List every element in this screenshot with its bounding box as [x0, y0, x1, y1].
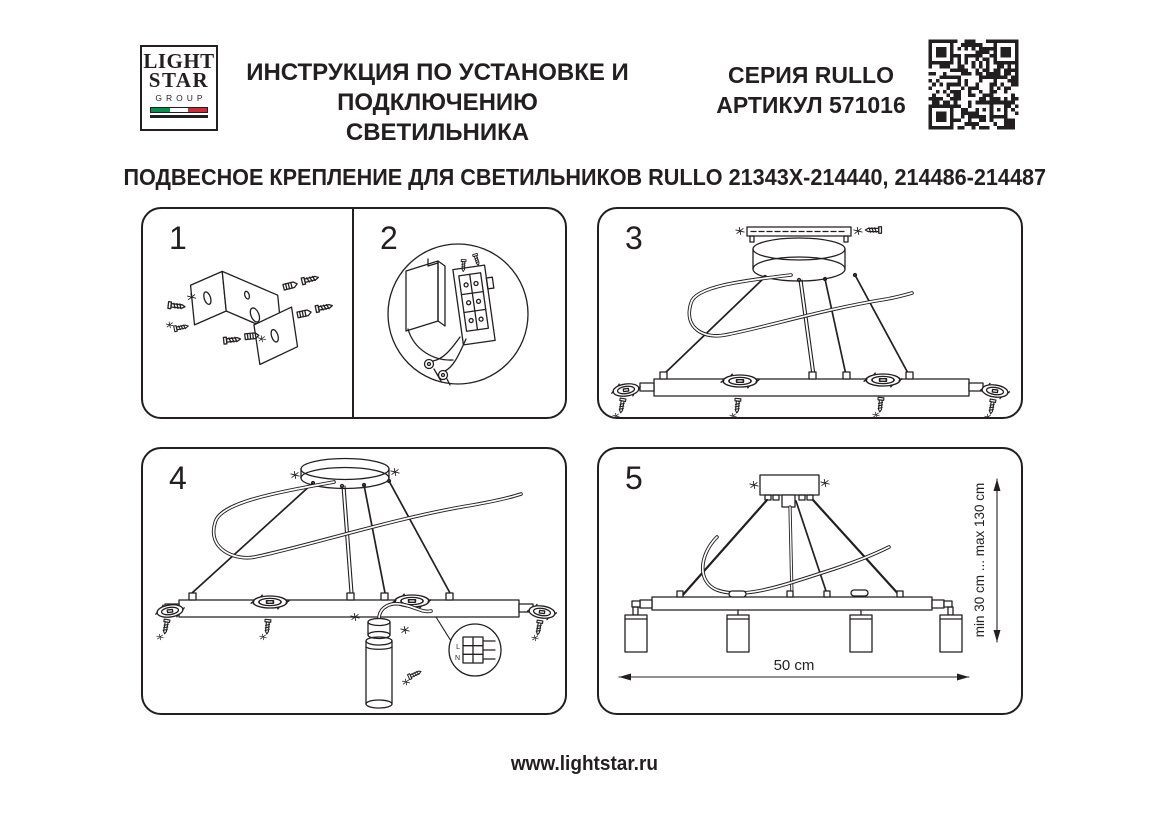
step-number: 4	[169, 460, 187, 496]
panel-step-3	[597, 207, 1023, 419]
suspension-assembly-diagram	[599, 209, 1021, 417]
panel-steps-1-2	[141, 207, 567, 419]
qr-code-icon	[925, 36, 1022, 133]
logo-word-light: LIGHT	[143, 49, 215, 73]
step-number: 5	[625, 460, 643, 496]
article-number: АРТИКУЛ 571016	[716, 92, 906, 118]
width-dimension-label: 50 cm	[773, 657, 815, 674]
logo-underline	[150, 115, 208, 118]
footer-website: www.lightstar.ru	[510, 753, 659, 775]
title-line-1: ИНСТРУКЦИЯ ПО УСТАНОВКЕ И	[246, 59, 629, 86]
height-dimension-label: min 30 cm ... max 130 cm	[972, 482, 987, 638]
series-label: СЕРИЯ RULLO	[728, 62, 894, 88]
step-number: 1	[169, 220, 187, 256]
logo-word-group: GROUP	[155, 93, 207, 103]
final-assembly-dimensions-diagram	[599, 449, 1021, 713]
lightstar-logo	[140, 45, 218, 131]
panel-step-2	[354, 209, 565, 417]
logo-word-star: STAR	[148, 68, 210, 92]
footer	[0, 753, 1169, 776]
terminal-label-n: N	[454, 655, 460, 662]
step-number: 2	[380, 220, 398, 256]
wiring-detail-diagram	[354, 209, 565, 417]
mounting-bracket-diagram	[143, 209, 352, 417]
page-title	[245, 58, 630, 148]
product-identity	[696, 60, 926, 120]
title-line-2: ПОДКЛЮЧЕНИЮ СВЕТИЛЬНИКА	[337, 89, 538, 146]
panel-step-1	[143, 209, 354, 417]
panel-step-4	[141, 447, 567, 715]
shade-connection-diagram	[143, 449, 565, 713]
step-number: 3	[625, 220, 643, 256]
subtitle: ПОДВЕСНОЕ КРЕПЛЕНИЕ ДЛЯ СВЕТИЛЬНИКОВ RULLO 21343X-214440, 214486-214487	[123, 164, 1046, 190]
italian-flag-icon	[150, 107, 208, 113]
terminal-label-l: L	[456, 644, 460, 651]
panel-step-5	[597, 447, 1023, 715]
